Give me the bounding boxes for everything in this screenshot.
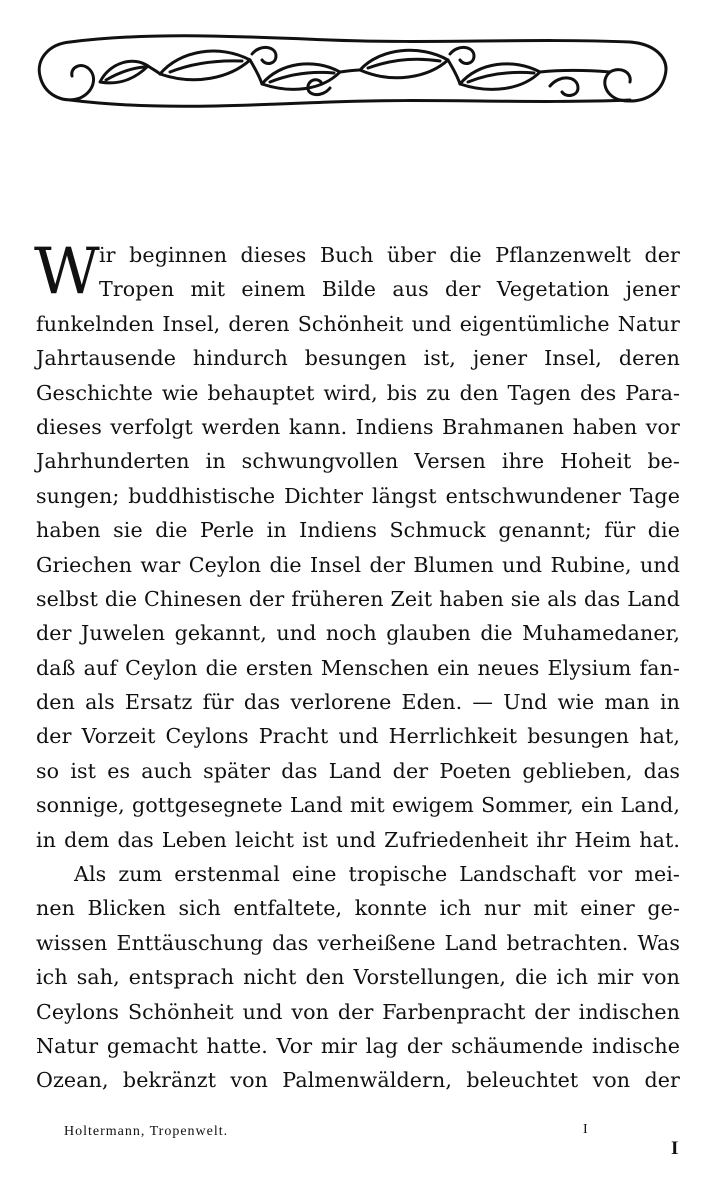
text-line: ir beginnen dieses Buch über die Pflanzenwelt der: [99, 243, 680, 267]
body-text: [34, 235, 680, 1098]
text-line: Ozean, bekränzt von Palmenwäldern, beleuchtet von der: [36, 1068, 680, 1093]
text-line: Griechen war Ceylon die Insel der Blumen und Rubine, und: [36, 552, 680, 577]
text-line: den als Ersatz für das verlorene Eden. — Und wie man in: [36, 690, 680, 715]
text-line: selbst die Chinesen der früheren Zeit haben sie als das Land: [36, 586, 680, 611]
scroll-ornament-icon: [30, 14, 675, 126]
text-line: Jahrhunderten in schwungvollen Versen ihre Hoheit be-: [36, 449, 680, 474]
text-line: Jahrtausende hindurch besungen ist, jener Insel, deren: [36, 346, 680, 371]
text-line: funkelnden Insel, deren Schönheit und eigentümliche Natur: [36, 311, 680, 336]
text-line: daß auf Ceylon die ersten Menschen ein neues Elysium fan-: [36, 655, 680, 680]
text-line: der Vorzeit Ceylons Pracht und Herrlichkeit besungen hat,: [36, 724, 680, 749]
drop-cap: W: [34, 235, 100, 309]
text-line: sungen; buddhistische Dichter längst entschwundener Tage: [36, 483, 680, 508]
text-line: Natur gemacht hatte. Vor mir lag der schäumende indische: [36, 1033, 680, 1058]
text-line: in dem das Leben leicht ist und Zufriedenheit ihr Heim hat.: [36, 827, 680, 852]
text-line: so ist es auch später das Land der Poeten geblieben, das: [36, 758, 680, 783]
text-line: dieses verfolgt werden kann. Indiens Brahmanen haben vor: [36, 414, 680, 439]
text-line: sonnige, gottgesegnete Land mit ewigem Sommer, ein Land,: [36, 793, 680, 818]
page-number: I: [671, 1138, 679, 1159]
text-line: ich sah, entsprach nicht den Vorstellungen, die ich mir von: [36, 965, 680, 990]
text-line: wissen Enttäuschung das verheißene Land betrachten. Was: [36, 930, 680, 955]
text-line: haben sie die Perle in Indiens Schmuck genannt; für die: [36, 518, 680, 543]
text-line: Ceylons Schönheit und von der Farbenpracht der indischen: [36, 999, 680, 1024]
signature-number: I: [583, 1122, 588, 1137]
text-line: Geschichte wie behauptet wird, bis zu den Tagen des Para-: [36, 380, 680, 405]
text-line: Als zum erstenmal eine tropische Landschaft vor mei-: [74, 862, 680, 887]
text-line: nen Blicken sich entfaltete, konnte ich nur mit einer ge-: [36, 896, 680, 921]
text-line: der Juwelen gekannt, und noch glauben die Muhamedaner,: [36, 621, 680, 646]
printer-signature: Holtermann, Tropenwelt.: [64, 1124, 229, 1139]
text-line: Tropen mit einem Bilde aus der Vegetation jener: [99, 277, 680, 302]
